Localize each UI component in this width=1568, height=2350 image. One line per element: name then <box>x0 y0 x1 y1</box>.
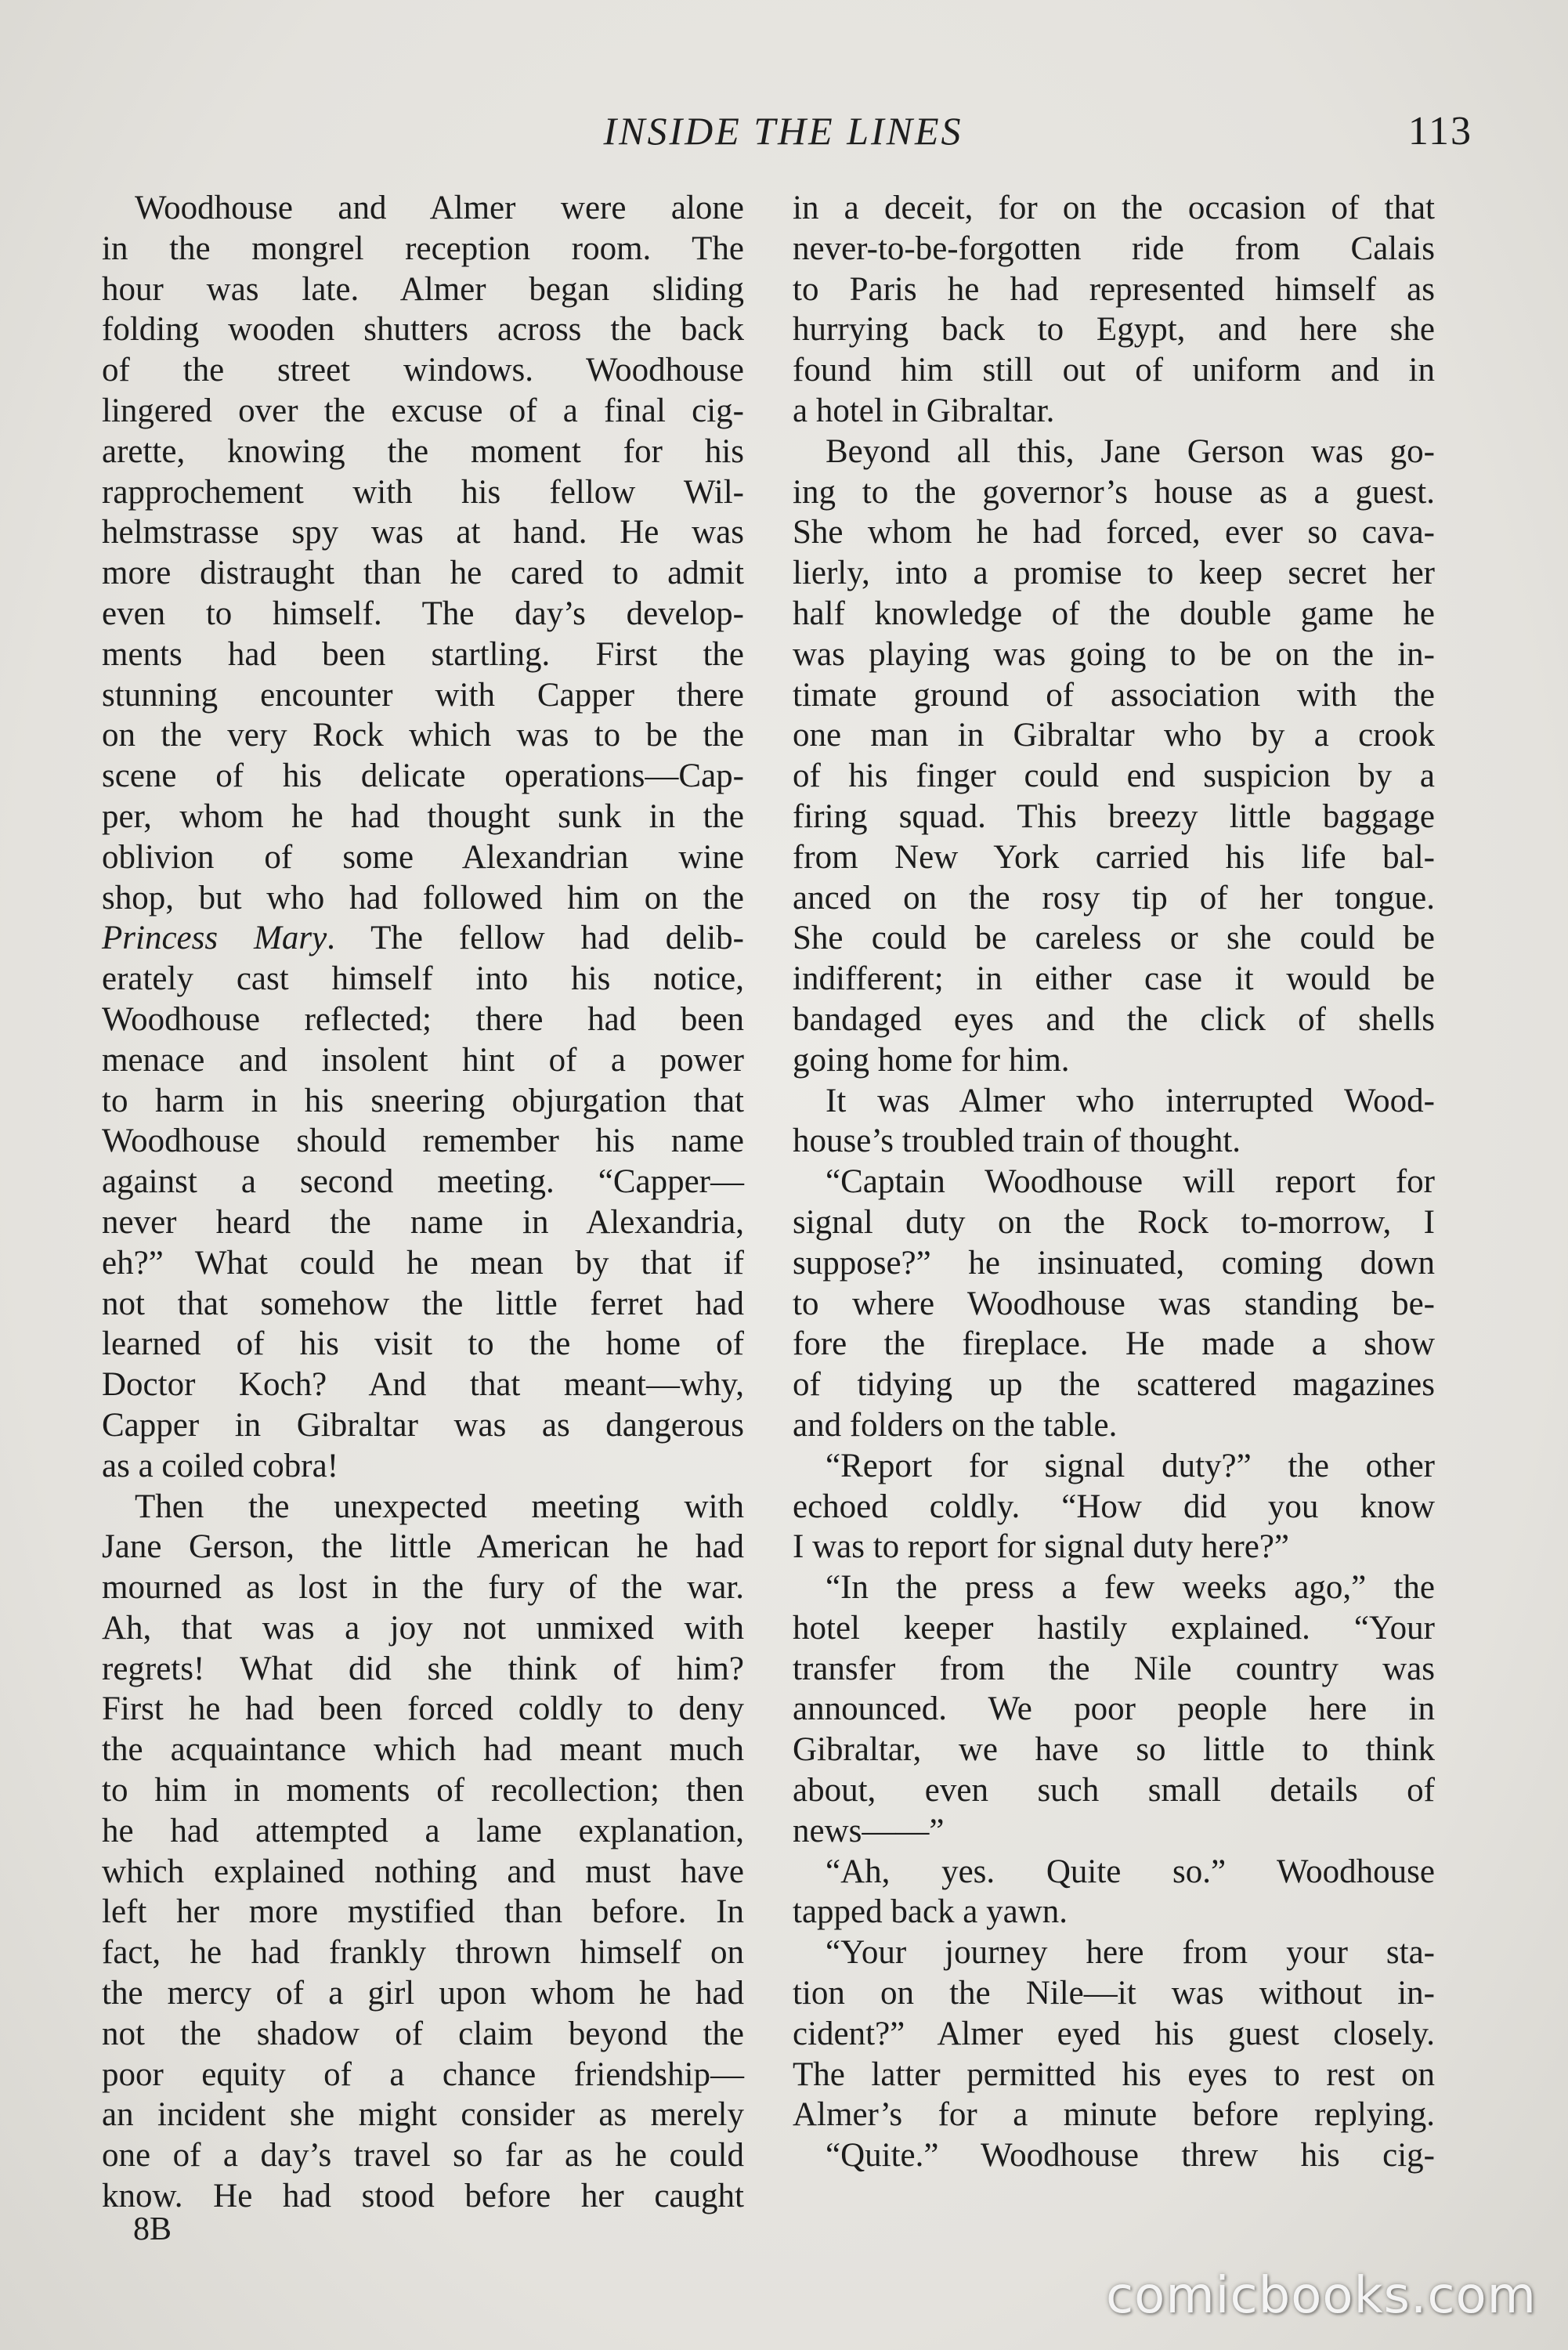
text-line: helmstrasse spy was at hand. He was <box>102 514 744 551</box>
text-line: of the street windows. Woodhouse <box>102 352 744 389</box>
text-line: to Paris he had represented himself as <box>793 270 1435 308</box>
text-line: announced. We poor people here in <box>793 1690 1435 1728</box>
text-line: and folders on the table. <box>793 1406 1118 1444</box>
text-line: about, even such small details of <box>793 1772 1435 1810</box>
running-title: INSIDE THE LINES <box>603 109 963 153</box>
page-number: 113 <box>1407 109 1472 154</box>
text-line: transfer from the Nile country was <box>793 1650 1435 1687</box>
text-line: know. He had stood before her caught <box>102 2178 744 2215</box>
text-line: in the mongrel reception room. The <box>102 230 744 267</box>
text-line: eh?” What could he mean by that if <box>102 1244 744 1282</box>
text-line: Capper in Gibraltar was as dangerous <box>102 1406 744 1444</box>
text-line: Almer’s for a minute before replying. <box>793 2096 1435 2134</box>
text-line: the acquaintance which had meant much <box>102 1731 744 1769</box>
text-line: was playing was going to be on the in- <box>793 635 1435 673</box>
text-line: tapped back a yawn. <box>793 1893 1068 1931</box>
text-line: arette, knowing the moment for his <box>102 432 744 470</box>
text-line: ing to the governor’s house as a guest. <box>793 473 1435 511</box>
text-line: erately cast himself into his notice, <box>102 960 744 998</box>
text-line: scene of his delicate operations—Cap- <box>102 757 744 795</box>
text-line: in a deceit, for on the occasion of that <box>793 190 1435 226</box>
text-line: signal duty on the Rock to-morrow, I <box>793 1203 1435 1241</box>
text-line: which explained nothing and must have <box>102 1853 744 1890</box>
text-line: anced on the rosy tip of her tongue. <box>793 879 1435 916</box>
text-line: “In the press a few weeks ago,” the <box>826 1569 1435 1607</box>
text-line: fact, he had frankly thrown himself on <box>102 1934 744 1972</box>
text-line: suppose?” he insinuated, coming down <box>793 1244 1435 1282</box>
signature-mark: 8B <box>133 2211 172 2247</box>
text-line: on the very Rock which was to be the <box>102 717 744 754</box>
text-line: oblivion of some Alexandrian wine <box>102 838 744 876</box>
text-line: indifferent; in either case it would be <box>793 960 1435 998</box>
text-line: Woodhouse and Almer were alone <box>135 190 744 226</box>
site-watermark: comicbooks.com <box>1105 2267 1537 2325</box>
text-line: against a second meeting. “Capper— <box>102 1163 744 1201</box>
text-line: timate ground of association with the <box>793 676 1435 714</box>
text-line: the mercy of a girl upon whom he had <box>102 1975 744 2012</box>
text-line: to him in moments of recollection; then <box>102 1772 744 1810</box>
text-line: stunning encounter with Capper there <box>102 676 744 714</box>
text-line: found him still out of uniform and in <box>793 352 1435 389</box>
text-line: “Quite.” Woodhouse threw his cig- <box>826 2137 1435 2175</box>
text-line: of tidying up the scattered magazines <box>793 1366 1435 1404</box>
text-line: shop, but who had followed him on the <box>102 879 744 916</box>
text-line: poor equity of a chance friendship— <box>102 2055 744 2093</box>
text-line: Jane Gerson, the little American he had <box>102 1528 744 1566</box>
text-line: The latter permitted his eyes to rest on <box>793 2055 1435 2093</box>
text-line: menace and insolent hint of a power <box>102 1041 744 1079</box>
text-line: Doctor Koch? And that meant—why, <box>102 1366 744 1404</box>
text-line: It was Almer who interrupted Wood- <box>826 1082 1435 1119</box>
text-line: echoed coldly. “How did you know <box>793 1488 1435 1525</box>
text-line: as a coiled cobra! <box>102 1447 339 1484</box>
text-line: Princess Mary. The fellow had delib- <box>102 920 744 957</box>
text-line: to where Woodhouse was standing be- <box>793 1285 1435 1322</box>
text-line: First he had been forced coldly to deny <box>102 1690 744 1728</box>
text-line: Gibraltar, we have so little to think <box>793 1731 1435 1769</box>
text-line: “Your journey here from your sta- <box>826 1934 1435 1972</box>
text-line: regrets! What did she think of him? <box>102 1650 744 1687</box>
text-line: never-to-be-forgotten ride from Calais <box>793 230 1435 267</box>
text-line: one man in Gibraltar who by a crook <box>793 717 1435 754</box>
text-line: not the shadow of claim beyond the <box>102 2015 744 2052</box>
text-line: even to himself. The day’s develop- <box>102 595 744 632</box>
text-line: ments had been startling. First the <box>102 635 744 673</box>
text-line: not that somehow the little ferret had <box>102 1285 744 1322</box>
text-line: She whom he had forced, ever so cava- <box>793 514 1435 551</box>
text-line: lingered over the excuse of a final cig- <box>102 392 744 429</box>
left-column <box>102 188 744 2217</box>
text-line: firing squad. This breezy little baggage <box>793 797 1435 835</box>
text-line: mourned as lost in the fury of the war. <box>102 1569 744 1607</box>
text-line: “Ah, yes. Quite so.” Woodhouse <box>826 1853 1435 1890</box>
text-line: Beyond all this, Jane Gerson was go- <box>826 432 1435 470</box>
text-line: learned of his visit to the home of <box>102 1325 744 1363</box>
text-line: half knowledge of the double game he <box>793 595 1435 632</box>
text-line: cident?” Almer eyed his guest closely. <box>793 2015 1435 2052</box>
text-line: lierly, into a promise to keep secret her <box>793 555 1435 592</box>
text-line: never heard the name in Alexandria, <box>102 1203 744 1241</box>
text-line: tion on the Nile—it was without in- <box>793 1975 1435 2012</box>
text-line: to harm in his sneering objurgation that <box>102 1082 744 1119</box>
text-line: news——” <box>793 1812 945 1849</box>
text-line: going home for him. <box>793 1041 1070 1079</box>
text-line: rapprochement with his fellow Wil- <box>102 473 744 511</box>
text-line: more distraught than he cared to admit <box>102 555 744 592</box>
text-line: Then the unexpected meeting with <box>135 1488 744 1525</box>
text-line: hour was late. Almer began sliding <box>102 270 744 308</box>
text-line: he had attempted a lame explanation, <box>102 1812 744 1849</box>
text-line: hurrying back to Egypt, and here she <box>793 311 1435 349</box>
text-line: folding wooden shutters across the back <box>102 311 744 349</box>
text-line: a hotel in Gibraltar. <box>793 392 1055 429</box>
right-column <box>793 188 1435 2176</box>
text-line: left her more mystified than before. In <box>102 1893 744 1931</box>
text-line: an incident she might consider as merely <box>102 2096 744 2134</box>
text-line: “Captain Woodhouse will report for <box>826 1163 1435 1201</box>
text-line: per, whom he had thought sunk in the <box>102 797 744 835</box>
text-line: hotel keeper hastily explained. “Your <box>793 1609 1435 1647</box>
text-line: “Report for signal duty?” the other <box>826 1447 1435 1484</box>
text-line: fore the fireplace. He made a show <box>793 1325 1435 1363</box>
text-line: bandaged eyes and the click of shells <box>793 1000 1435 1038</box>
text-line: She could be careless or she could be <box>793 920 1435 957</box>
page-header <box>94 108 1472 163</box>
text-line: Woodhouse should remember his name <box>102 1123 744 1160</box>
text-line: I was to report for signal duty here?” <box>793 1528 1290 1566</box>
text-line: from New York carried his life bal- <box>793 838 1435 876</box>
text-line: Ah, that was a joy not unmixed with <box>102 1609 744 1647</box>
text-line: of his finger could end suspicion by a <box>793 757 1435 795</box>
text-line: one of a day’s travel so far as he could <box>102 2137 744 2175</box>
text-line: house’s troubled train of thought. <box>793 1123 1241 1160</box>
text-line: Woodhouse reflected; there had been <box>102 1000 744 1038</box>
